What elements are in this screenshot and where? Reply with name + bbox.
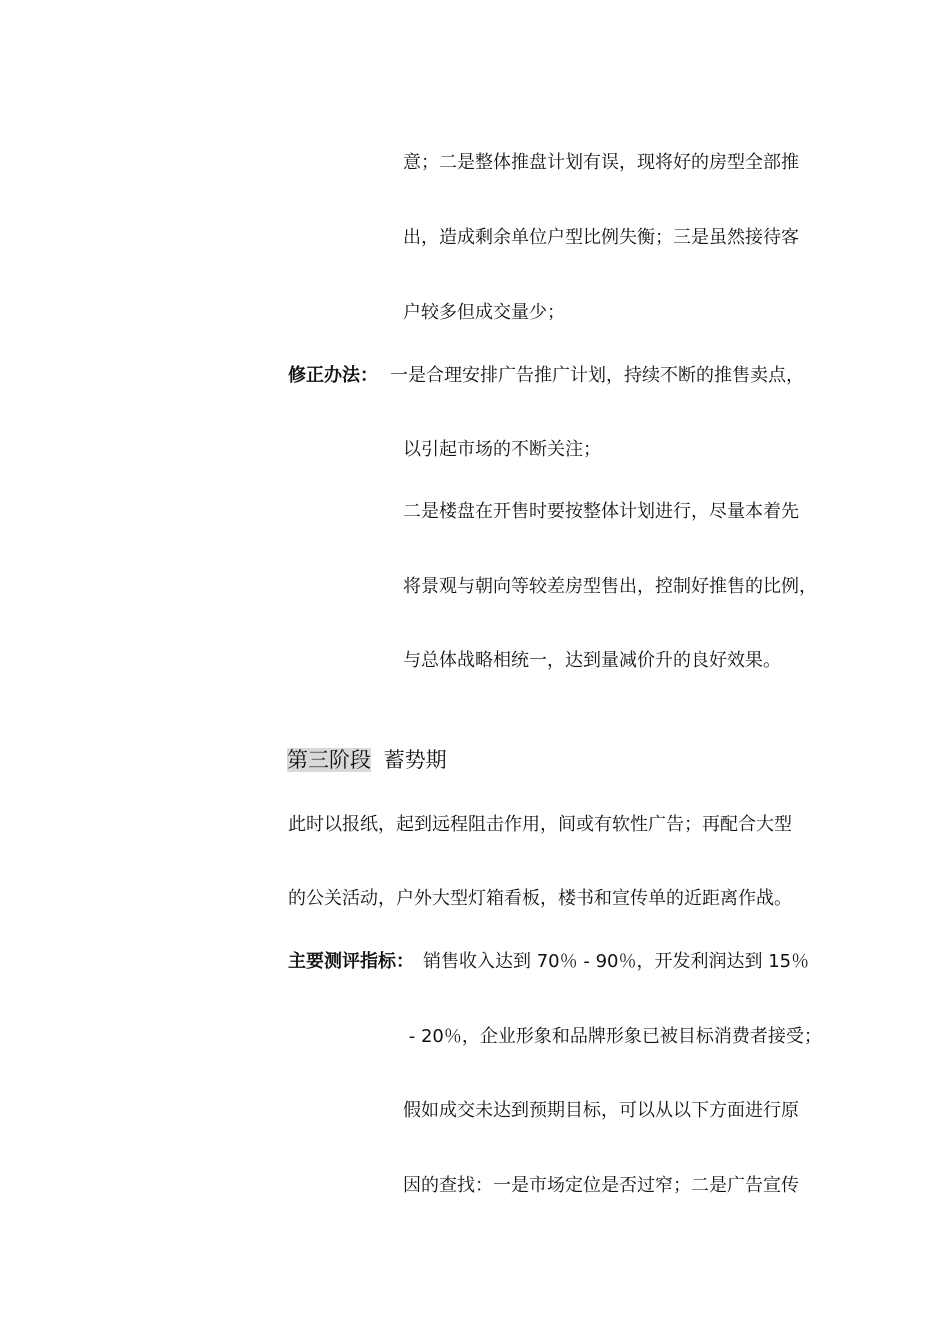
section-name: 蓄势期 [383,748,447,772]
correction-line-1: 一是合理安排广告推广计划，持续不断的推售卖点， [390,365,804,386]
section-stage: 第三阶段 [287,748,371,772]
correction-line-5: 与总体战略相统一，达到量减价升的良好效果。 [403,650,781,671]
indicators-line-2: - 20％，企业形象和品牌形象已被目标消费者接受； [403,1026,822,1047]
cause-line-2: 出，造成剩余单位户型比例失衡；三是虽然接待客 [403,227,799,248]
indicators-line-4: 因的查找：一是市场定位是否过窄；二是广告宣传 [403,1175,799,1196]
cause-line-3: 户较多但成交量少； [403,302,565,323]
correction-line-4: 将景观与朝向等较差房型售出，控制好推售的比例， [403,576,817,597]
correction-line-3: 二是楼盘在开售时要按整体计划进行，尽量本着先 [403,501,799,522]
section-heading [287,746,447,774]
intro-line-2: 的公关活动，户外大型灯箱看板，楼书和宣传单的近距离作战。 [288,888,792,909]
indicators-line-1: 销售收入达到 70％ - 90％，开发利润达到 15％ [423,951,810,972]
indicators-line-3: 假如成交未达到预期目标，可以从以下方面进行原 [403,1100,799,1121]
intro-line-1: 此时以报纸，起到远程阻击作用，间或有软性广告；再配合大型 [288,814,792,835]
indicators-label: 主要测评指标： [288,951,414,972]
correction-label: 修正办法： [288,365,378,386]
correction-line-2: 以引起市场的不断关注； [403,439,601,460]
cause-line-1: 意；二是整体推盘计划有误，现将好的房型全部推 [403,152,799,173]
